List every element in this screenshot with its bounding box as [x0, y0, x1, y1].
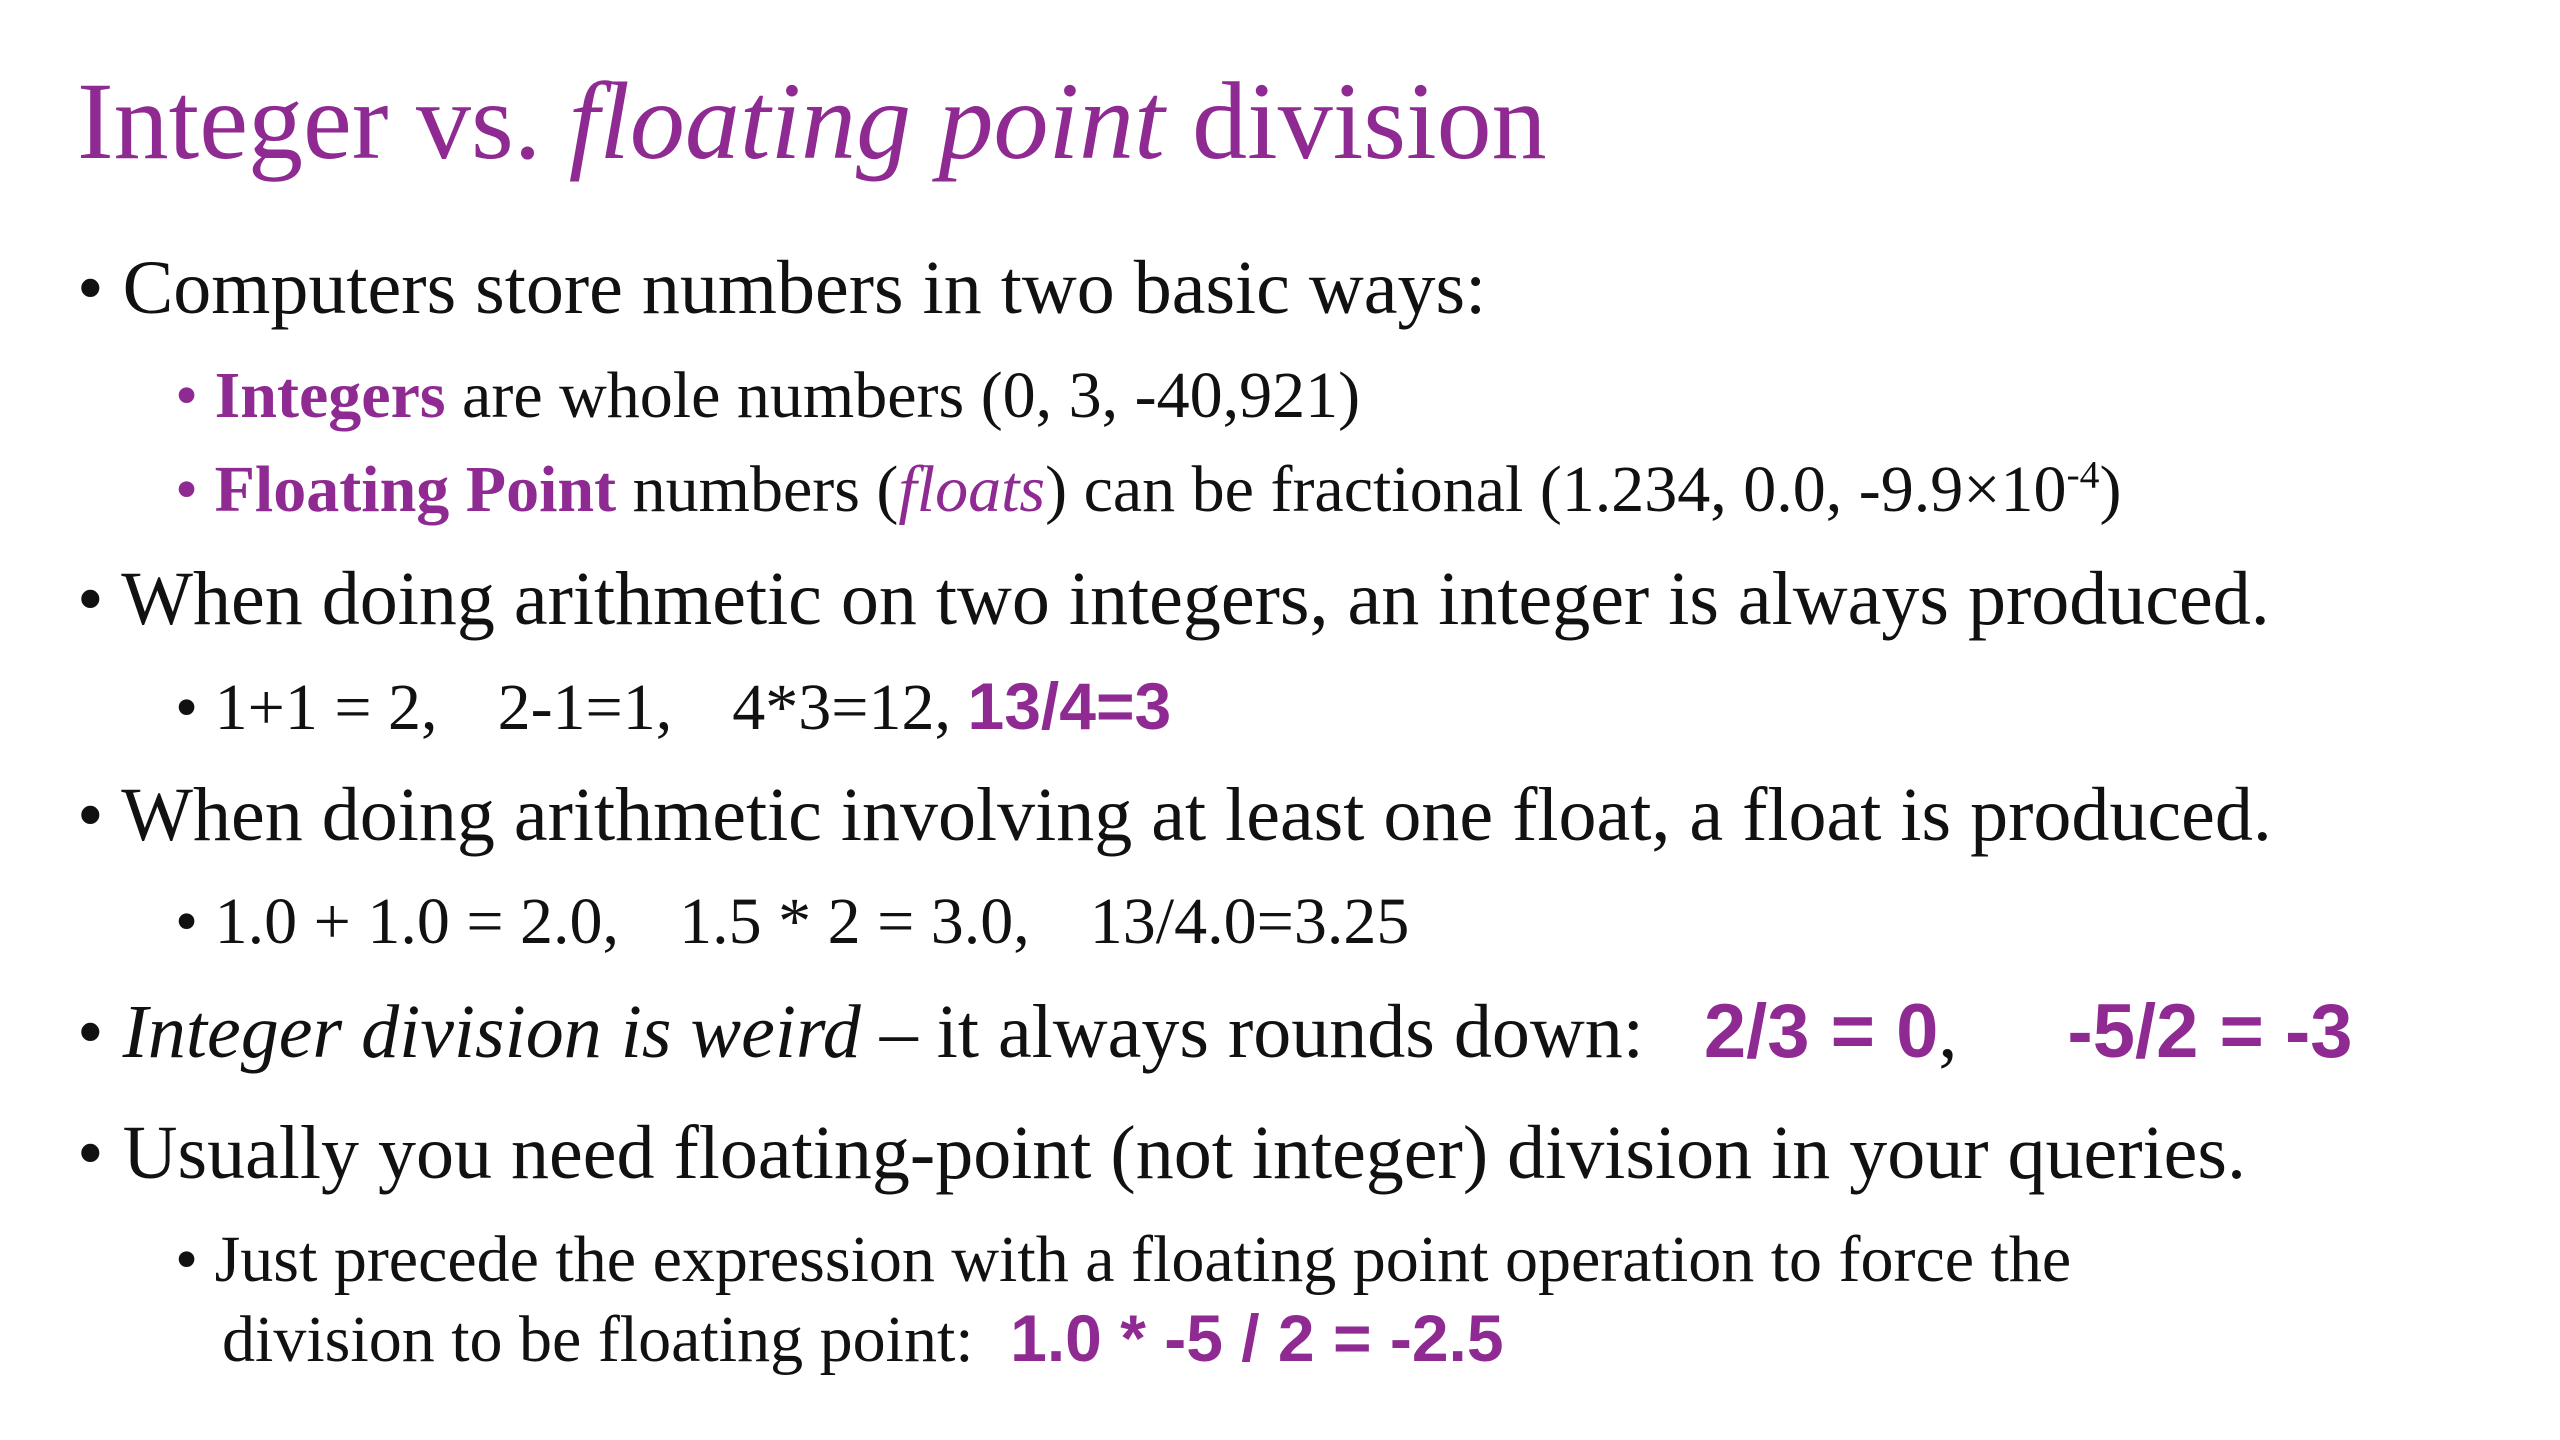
bullet-dot: •: [175, 885, 199, 958]
term-floats: floats: [898, 453, 1046, 526]
subbullet-text: are whole numbers (0, 3, -40,921): [445, 359, 1361, 432]
bullet-storage: [77, 245, 1486, 332]
bullet-queries: [77, 1110, 2246, 1197]
highlight-expression: -5/2 = -3: [2067, 989, 2353, 1074]
subbullet-text: ) can be fractional (1.234, 0.0, -9.9×10: [1045, 453, 2067, 526]
bullet-dot: •: [175, 671, 199, 744]
example-expression: 2-1=1,: [497, 671, 673, 744]
bullet-dot: •: [175, 453, 199, 526]
bullet-text: When doing arithmetic involving at least one float, a float is produced.: [121, 773, 2272, 857]
example-expression: 1.5 * 2 = 3.0,: [679, 885, 1030, 958]
subbullet-text: ): [2099, 453, 2122, 526]
highlight-expression: 13/4=3: [967, 669, 1172, 743]
subbullet-float-examples: [175, 884, 1409, 960]
term-integers: Integers: [214, 359, 446, 432]
title-part-2-italic: floating point: [568, 60, 1165, 182]
bullet-dot: •: [77, 990, 104, 1074]
bullet-dot: •: [77, 773, 104, 857]
bullet-text: When doing arithmetic on two integers, an integer is always produced.: [121, 557, 2270, 641]
subbullet-precede: [175, 1222, 2071, 1298]
subbullet-floats: [175, 452, 2121, 528]
bullet-text-italic: Integer division is weird: [122, 990, 861, 1074]
bullet-float-arithmetic: [77, 772, 2272, 859]
exponent: -4: [2066, 452, 2100, 497]
example-expression: 1+1 = 2,: [214, 671, 438, 744]
term-floating-point: Floating Point: [214, 453, 617, 526]
bullet-dot: •: [175, 359, 199, 432]
slide-title: [77, 58, 1547, 185]
bullet-integer-arithmetic: [77, 556, 2270, 643]
subbullet-integers: [175, 358, 1360, 434]
example-expression: 1.0 + 1.0 = 2.0,: [214, 885, 620, 958]
example-expression: 4*3=12,: [732, 671, 951, 744]
bullet-dot: •: [77, 1111, 104, 1195]
subbullet-text: division to be floating point:: [222, 1303, 974, 1376]
title-part-1: Integer vs.: [77, 60, 569, 182]
highlight-expression: 2/3 = 0: [1703, 989, 1939, 1074]
subbullet-integer-examples: [175, 668, 1171, 746]
subbullet-precede-continued: [222, 1300, 1504, 1378]
bullet-dot: •: [77, 246, 104, 330]
separator: ,: [1938, 990, 1958, 1074]
bullet-text: Usually you need floating-point (not integer) division in your queries.: [122, 1111, 2246, 1195]
bullet-text: Computers store numbers in two basic ways:: [122, 246, 1487, 330]
subbullet-text: numbers (: [616, 453, 899, 526]
bullet-text: – it always rounds down:: [860, 990, 1644, 1074]
title-part-3: division: [1164, 60, 1547, 182]
highlight-expression: 1.0 * -5 / 2 = -2.5: [1010, 1301, 1504, 1375]
bullet-integer-division: [77, 988, 2353, 1076]
bullet-dot: •: [77, 557, 104, 641]
bullet-dot: •: [175, 1223, 199, 1296]
subbullet-text: Just precede the expression with a floating point operation to force the: [214, 1223, 2072, 1296]
example-expression: 13/4.0=3.25: [1089, 885, 1410, 958]
